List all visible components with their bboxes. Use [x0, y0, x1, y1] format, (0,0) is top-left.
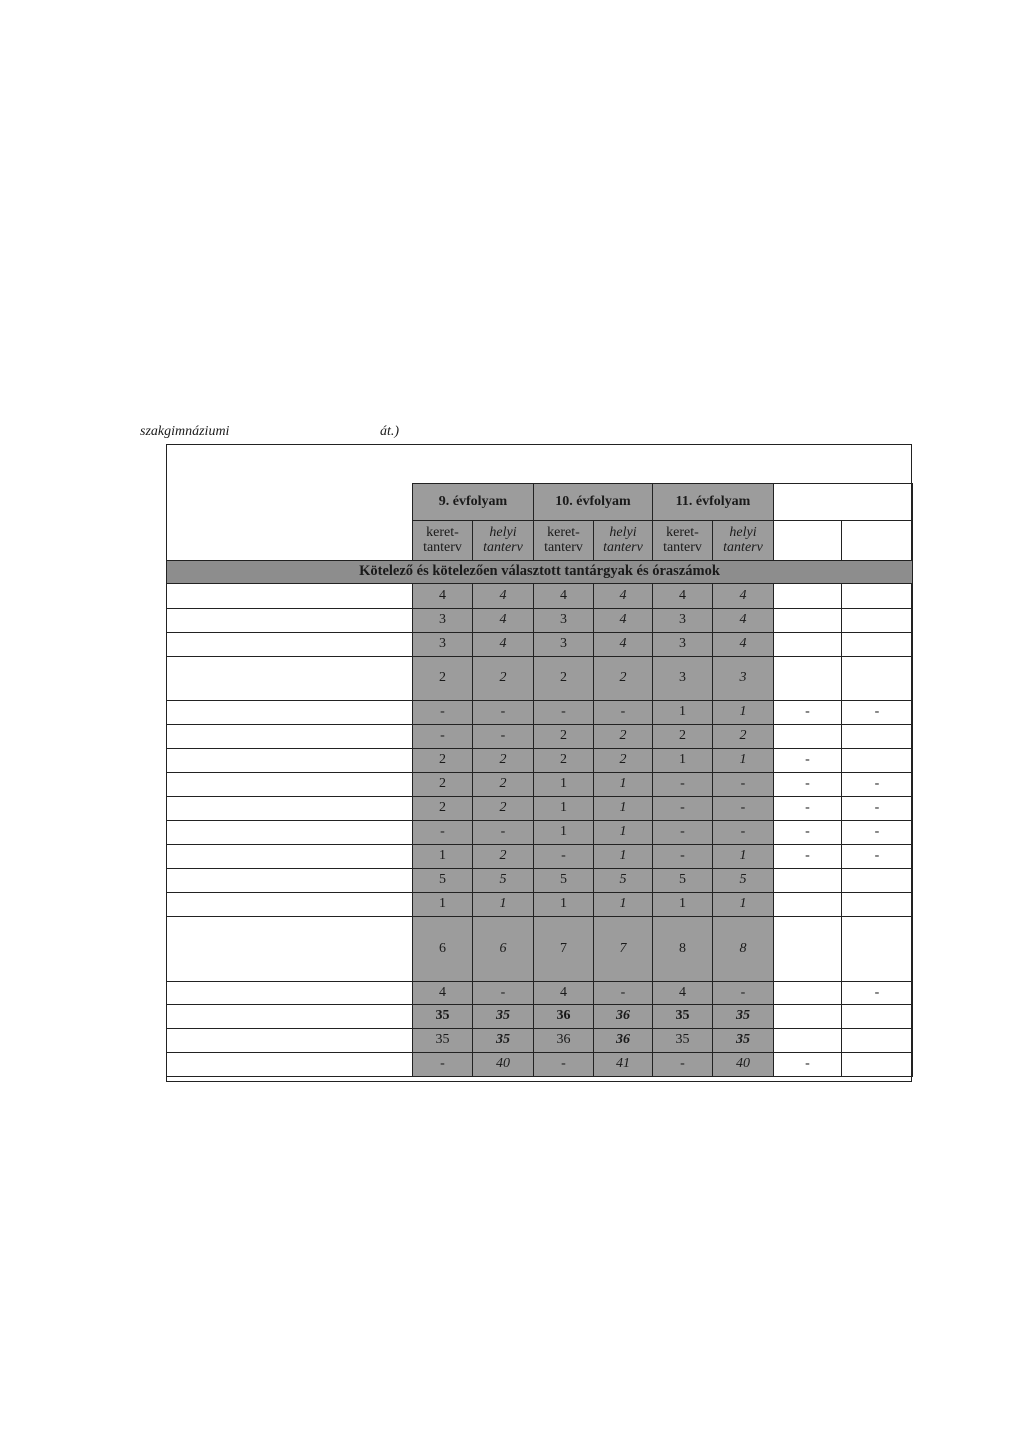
frame-curriculum-header: keret- tanterv [534, 521, 594, 561]
local-hours-cell: - [713, 982, 774, 1005]
subject-name-cell [167, 633, 413, 657]
frame-hours-cell: 36 [534, 1005, 594, 1029]
table-row [167, 893, 913, 917]
frame-hours-cell: - [413, 1053, 473, 1077]
frame-hours-cell: 35 [653, 1029, 713, 1053]
frame-hours-cell: 2 [653, 725, 713, 749]
table-row [167, 869, 913, 893]
table-row [167, 1053, 913, 1077]
table-row [167, 773, 913, 797]
extra-hours-cell [842, 893, 913, 917]
extra-hours-cell [842, 1053, 913, 1077]
local-hours-cell: 7 [594, 917, 653, 982]
table-row [167, 1029, 913, 1053]
frame-hours-cell: 3 [534, 609, 594, 633]
frame-hours-cell: 3 [653, 633, 713, 657]
table-row [167, 584, 913, 609]
extra-hours-cell: - [842, 773, 913, 797]
frame-hours-cell: 1 [413, 845, 473, 869]
frame-hours-cell: - [534, 701, 594, 725]
frame-hours-cell: 2 [534, 725, 594, 749]
local-hours-cell: 1 [594, 821, 653, 845]
local-hours-cell: 35 [473, 1029, 534, 1053]
table-row [167, 725, 913, 749]
frame-hours-cell: 3 [653, 657, 713, 701]
subject-name-cell [167, 1029, 413, 1053]
local-hours-cell: 4 [713, 609, 774, 633]
local-hours-cell: 2 [473, 657, 534, 701]
extra-hours-cell [842, 1005, 913, 1029]
frame-hours-cell: - [653, 1053, 713, 1077]
subject-name-cell [167, 609, 413, 633]
subject-name-cell [167, 917, 413, 982]
extra-hours-cell: - [774, 701, 842, 725]
extra-hours-cell: - [842, 797, 913, 821]
extra-hours-cell: - [774, 821, 842, 845]
grade-10-header: 10. évfolyam [534, 484, 653, 521]
table-row [167, 749, 913, 773]
frame-hours-cell: 1 [653, 893, 713, 917]
local-hours-cell: 5 [713, 869, 774, 893]
frame-hours-cell: 4 [534, 982, 594, 1005]
local-hours-cell: 1 [713, 845, 774, 869]
extra-hours-cell [842, 609, 913, 633]
table-row [167, 797, 913, 821]
frame-hours-cell: - [653, 821, 713, 845]
local-hours-cell: 4 [473, 633, 534, 657]
subject-name-cell [167, 845, 413, 869]
local-hours-cell: - [713, 797, 774, 821]
caption-left: szakgimnáziumi [140, 424, 230, 439]
extra-hours-cell: - [842, 982, 913, 1005]
frame-hours-cell: 2 [413, 797, 473, 821]
table-row [167, 1005, 913, 1029]
extra-hours-cell [842, 657, 913, 701]
frame-hours-cell: 4 [653, 584, 713, 609]
frame-hours-cell: - [534, 845, 594, 869]
local-hours-cell: 1 [594, 893, 653, 917]
frame-hours-cell: 35 [653, 1005, 713, 1029]
local-curriculum-header: helyi tanterv [713, 521, 774, 561]
subject-header-cell [167, 484, 413, 561]
extra-header-cell [842, 521, 913, 561]
frame-hours-cell: 2 [534, 657, 594, 701]
local-hours-cell: 4 [473, 609, 534, 633]
local-hours-cell: 1 [473, 893, 534, 917]
frame-hours-cell: 6 [413, 917, 473, 982]
frame-hours-cell: - [653, 797, 713, 821]
local-hours-cell: - [713, 773, 774, 797]
frame-hours-cell: 1 [653, 749, 713, 773]
local-hours-cell: 36 [594, 1029, 653, 1053]
extra-header-cell [774, 521, 842, 561]
frame-hours-cell: 2 [413, 749, 473, 773]
frame-hours-cell: 4 [413, 982, 473, 1005]
extra-hours-cell [774, 1029, 842, 1053]
subject-name-cell [167, 584, 413, 609]
extra-hours-cell [842, 749, 913, 773]
frame-hours-cell: 1 [653, 701, 713, 725]
section-band: Kötelező és kötelezően választott tantárgyak és óraszámok [167, 561, 913, 584]
subject-name-cell [167, 893, 413, 917]
local-hours-cell: 2 [473, 773, 534, 797]
frame-hours-cell: 35 [413, 1029, 473, 1053]
local-hours-cell: 1 [594, 773, 653, 797]
table-row [167, 657, 913, 701]
local-hours-cell: - [594, 982, 653, 1005]
frame-hours-cell: 2 [534, 749, 594, 773]
frame-hours-cell: 35 [413, 1005, 473, 1029]
local-hours-cell: 41 [594, 1053, 653, 1077]
frame-hours-cell: - [653, 845, 713, 869]
table-row [167, 821, 913, 845]
local-hours-cell: 5 [473, 869, 534, 893]
extra-hours-cell [774, 633, 842, 657]
frame-hours-cell: 1 [534, 773, 594, 797]
extra-hours-cell [774, 725, 842, 749]
local-hours-cell: 4 [594, 633, 653, 657]
extra-hours-cell: - [842, 821, 913, 845]
local-hours-cell: - [473, 821, 534, 845]
frame-hours-cell: 5 [413, 869, 473, 893]
subject-name-cell [167, 773, 413, 797]
table-row [167, 917, 913, 982]
extra-hours-cell [774, 657, 842, 701]
extra-hours-cell [842, 917, 913, 982]
table-row [167, 609, 913, 633]
local-hours-cell: 35 [473, 1005, 534, 1029]
local-hours-cell: - [473, 701, 534, 725]
frame-hours-cell: 1 [413, 893, 473, 917]
local-hours-cell: 1 [594, 797, 653, 821]
local-hours-cell: 36 [594, 1005, 653, 1029]
local-hours-cell: 1 [713, 749, 774, 773]
frame-hours-cell: 4 [413, 584, 473, 609]
extra-hours-cell: - [774, 773, 842, 797]
local-hours-cell: 2 [594, 657, 653, 701]
extra-hours-cell [774, 869, 842, 893]
local-hours-cell: 4 [713, 584, 774, 609]
frame-hours-cell: - [413, 725, 473, 749]
frame-hours-cell: 2 [413, 773, 473, 797]
local-curriculum-header: helyi tanterv [473, 521, 534, 561]
subject-name-cell [167, 1005, 413, 1029]
subject-name-cell [167, 749, 413, 773]
subject-name-cell [167, 725, 413, 749]
frame-hours-cell: 1 [534, 893, 594, 917]
local-hours-cell: 40 [713, 1053, 774, 1077]
subject-name-cell [167, 982, 413, 1005]
local-hours-cell: 2 [594, 749, 653, 773]
extra-hours-cell [842, 725, 913, 749]
table-row [167, 982, 913, 1005]
local-hours-cell: - [473, 982, 534, 1005]
extra-hours-cell: - [842, 701, 913, 725]
frame-hours-cell: 36 [534, 1029, 594, 1053]
local-hours-cell: 2 [473, 749, 534, 773]
local-hours-cell: 1 [713, 701, 774, 725]
local-hours-cell: 4 [594, 584, 653, 609]
frame-hours-cell: - [534, 1053, 594, 1077]
frame-hours-cell: 5 [534, 869, 594, 893]
frame-hours-cell: - [413, 821, 473, 845]
local-hours-cell: 8 [713, 917, 774, 982]
section-band-row [167, 561, 913, 584]
frame-curriculum-header: keret- tanterv [653, 521, 713, 561]
table-row [167, 845, 913, 869]
frame-hours-cell: 8 [653, 917, 713, 982]
extra-hours-cell [842, 584, 913, 609]
frame-hours-cell: 1 [534, 821, 594, 845]
subject-name-cell [167, 1053, 413, 1077]
frame-hours-cell: 3 [653, 609, 713, 633]
frame-hours-cell: 7 [534, 917, 594, 982]
grade-header-row [167, 484, 913, 521]
extra-hours-cell: - [774, 797, 842, 821]
local-curriculum-header: helyi tanterv [594, 521, 653, 561]
local-hours-cell: 4 [473, 584, 534, 609]
local-hours-cell: 35 [713, 1005, 774, 1029]
subject-name-cell [167, 797, 413, 821]
local-hours-cell: 3 [713, 657, 774, 701]
local-hours-cell: 5 [594, 869, 653, 893]
extra-hours-cell [842, 1029, 913, 1053]
local-hours-cell: 4 [594, 609, 653, 633]
local-hours-cell: 2 [473, 845, 534, 869]
grade-12-header [774, 484, 913, 521]
extra-hours-cell [842, 869, 913, 893]
local-hours-cell: 6 [473, 917, 534, 982]
extra-hours-cell: - [842, 845, 913, 869]
table-row [167, 633, 913, 657]
table-row [167, 701, 913, 725]
extra-hours-cell: - [774, 845, 842, 869]
frame-hours-cell: 1 [534, 797, 594, 821]
extra-hours-cell [774, 1005, 842, 1029]
local-hours-cell: 2 [473, 797, 534, 821]
frame-hours-cell: 3 [413, 609, 473, 633]
extra-hours-cell: - [774, 1053, 842, 1077]
local-hours-cell: 1 [713, 893, 774, 917]
frame-hours-cell: - [413, 701, 473, 725]
subject-name-cell [167, 869, 413, 893]
curriculum-table [166, 483, 913, 1077]
local-hours-cell: - [713, 821, 774, 845]
grade-9-header: 9. évfolyam [413, 484, 534, 521]
caption-right: át.) [380, 424, 400, 439]
extra-hours-cell [774, 584, 842, 609]
local-hours-cell: 1 [594, 845, 653, 869]
extra-hours-cell [774, 982, 842, 1005]
frame-curriculum-header: keret- tanterv [413, 521, 473, 561]
extra-hours-cell [774, 917, 842, 982]
extra-hours-cell: - [774, 749, 842, 773]
local-hours-cell: - [473, 725, 534, 749]
frame-hours-cell: - [653, 773, 713, 797]
local-hours-cell: 2 [713, 725, 774, 749]
subject-name-cell [167, 657, 413, 701]
local-hours-cell: 35 [713, 1029, 774, 1053]
extra-hours-cell [774, 609, 842, 633]
grade-11-header: 11. évfolyam [653, 484, 774, 521]
extra-hours-cell [774, 893, 842, 917]
local-hours-cell: 4 [713, 633, 774, 657]
frame-hours-cell: 4 [653, 982, 713, 1005]
local-hours-cell: - [594, 701, 653, 725]
frame-hours-cell: 4 [534, 584, 594, 609]
local-hours-cell: 2 [594, 725, 653, 749]
frame-hours-cell: 3 [413, 633, 473, 657]
frame-hours-cell: 5 [653, 869, 713, 893]
local-hours-cell: 40 [473, 1053, 534, 1077]
extra-hours-cell [842, 633, 913, 657]
frame-hours-cell: 3 [534, 633, 594, 657]
subject-name-cell [167, 701, 413, 725]
subject-name-cell [167, 821, 413, 845]
frame-hours-cell: 2 [413, 657, 473, 701]
